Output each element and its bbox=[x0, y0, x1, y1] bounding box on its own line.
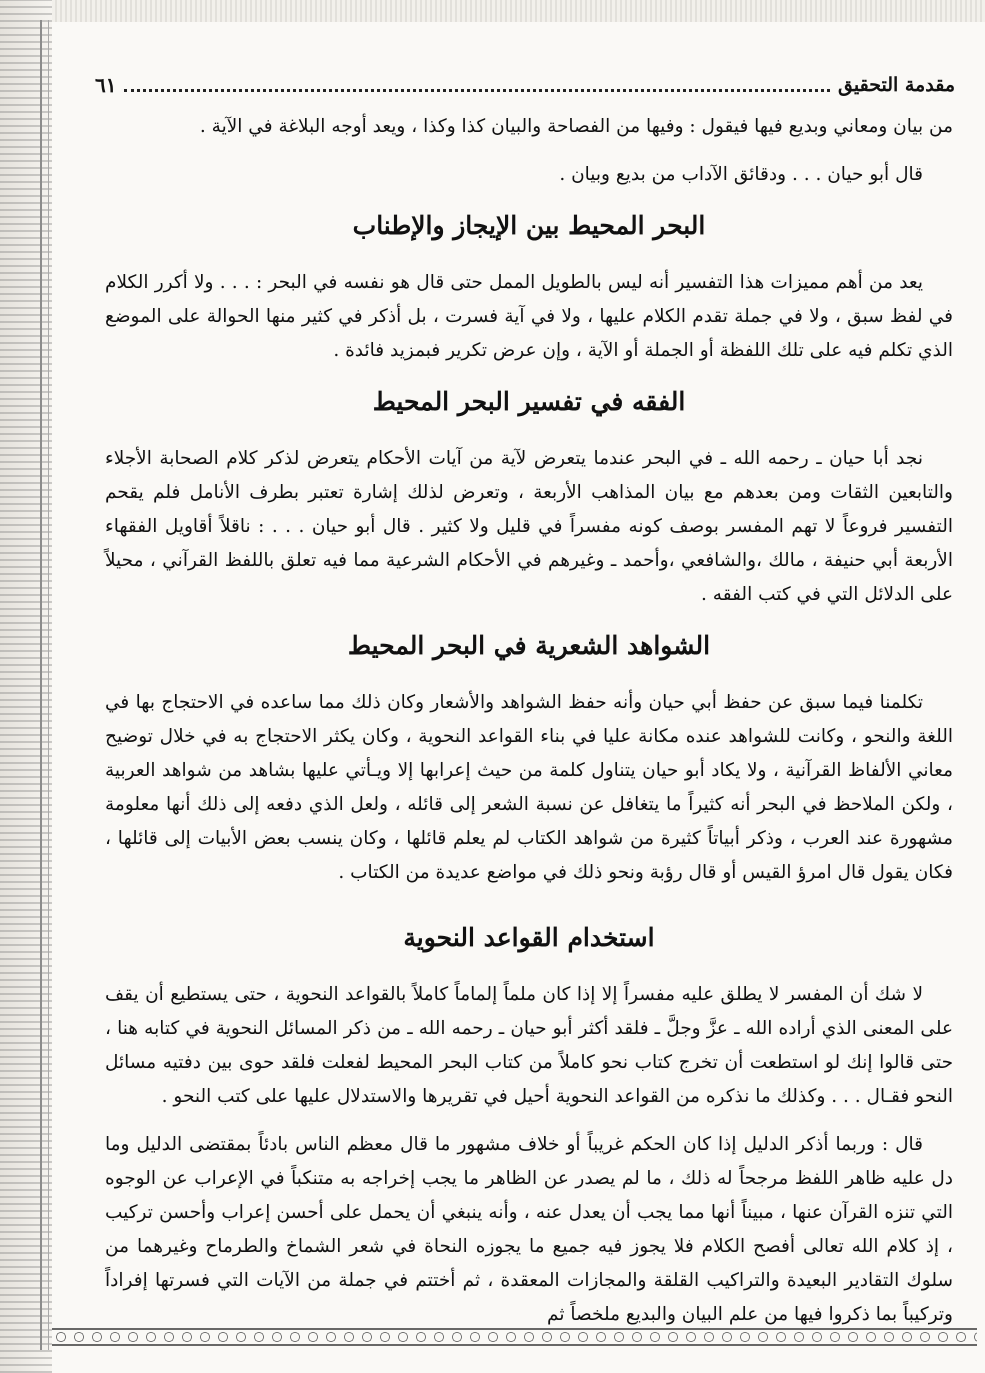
section-heading: الفقه في تفسير البحر المحيط bbox=[372, 387, 686, 416]
paragraph: نجد أبا حيان ـ رحمه الله ـ في البحر عندما يتعرض لآية من آيات الأحكام يتعرض لذكر كلام الصحابة الأجلاء والتابعين الثقات ومن بعدهم مع بيان المذاهب الأربعة ، وتعرض لذلك إشارة تعتبر بطرف الأنامل فلم يقحم التفسير فروعاً لا تهم المفسر بوصف كونه مفسراً في قليل ولا كثير . قال أبو حيان . . . : ناقلاً أقاويل الفقهاء الأربعة أبي حنيفة ، مالك ،والشافعي ،وأحمد ـ وغيرهم في الأحكام الشرعية مما فيه تعلق باللفظ القرآني ، محيلاً على الدلائل التي في كتب الفقه . bbox=[105, 448, 953, 605]
paragraph: قال : وربما أذكر الدليل إذا كان الحكم غريباً أو خلاف مشهور ما قال معظم الناس بادئاً بمقتضى الدليل وما دل عليه ظاهر اللفظ مرجحاً له ذلك ، ما لم يصدر عن الظاهر ما يجب إخراجه به متنكباً في الإعراب عن الوجوه التي تنزه القرآن عنها ، مبيناً أنها مما يجب أن يعدل عنه ، وأنه ينبغي أن يحمل على أحسن إعراب وأحسن تركيب ، إذ كلام الله تعالى أفصح الكلام فلا يجوز فيه جميع ما يجوزه النحاة في شعر الشماخ والطرماح وغيرهما من سلوك التقادير البعيدة والتراكيب القلقة والمجازات المعقدة ، ثم أختتم في جملة من الآيات التي فسرتها إفراداً وتركيباً بما ذكروا فيها من علم البيان والبديع ملخصاً ثم bbox=[105, 1134, 953, 1325]
page-body bbox=[105, 110, 953, 1332]
header-title: مقدمة التحقيق bbox=[838, 74, 955, 96]
paragraph: قال أبو حيان . . . ودقائق الآداب من بديع وبيان . bbox=[559, 164, 923, 185]
scan-top-edge bbox=[0, 0, 985, 22]
paragraph: يعد من أهم مميزات هذا التفسير أنه ليس بالطويل الممل حتى قال هو نفسه في البحر : . . . ولا أكرر الكلام في لفظ سبق ، ولا في جملة تقدم الكلام عليها ، ولا في آية فسرت ، بل أذكر في كثير منها الحوالة على الموضع الذي تكلم فيه على تلك اللفظة أو الجملة أو الآية ، وإن عرض تكرير فبمزيد فائدة . bbox=[105, 272, 953, 361]
paragraph: من بيان ومعاني وبديع فيها فيقول : وفيها من الفصاحة والبيان كذا وكذا ، ويعد أوجه البلاغة في الآية . bbox=[199, 116, 953, 137]
section-heading: البحر المحيط بين الإيجاز والإطناب bbox=[352, 211, 706, 240]
section-heading: الشواهد الشعرية في البحر المحيط bbox=[347, 631, 711, 660]
paragraph: لا شك أن المفسر لا يطلق عليه مفسراً إلا إذا كان ملماً إلماماً كاملاً بالقواعد النحوية ، حتى يستطيع أن يقف على المعنى الذي أراده الله ـ عزَّ وجلَّ ـ فلقد أكثر أبو حيان ـ رحمه الله ـ من ذكر المسائل النحوية في كتابه هنا ، حتى قالوا إنك لو استطعت أن تخرج كتاب نحو كاملاً من كتاب البحر المحيط لفعلت فلقد حوى بين دفتيه مسائل النحو فقـال . . . وكذلك ما نذكره من القواعد النحوية أحيل في تقريرها والاستدلال عليها على كتب النحو . bbox=[105, 984, 953, 1107]
paragraph: تكلمنا فيما سبق عن حفظ أبي حيان وأنه حفظ الشواهد والأشعار وكان ذلك مما ساعده في الاحتجاج بها في اللغة والنحو ، وكانت للشواهد عنده مكانة عليا في بناء القواعد النحوية ، وكان يكثر الاحتجاج به في خلال توضيح معاني الألفاظ القرآنية ، ولا يكاد أبو حيان يتناول كلمة من حيث إعرابها إلا ويـأتي عليها بشاهد من شواهد العربية ، ولكن الملاحظ في البحر أنه كثيراً ما يتغافل عن نسبة الشعر إلى قائله ، ولعل الذي دفعه إلى ذلك أنها معلومة مشهورة عند العرب ، وذكر أبياتاً كثيرة من شواهد الكتاب لم يعلم قائلها ، وكان ينسب بعض الأبيات إلى قائلها ، فكان يقول قال امرؤ القيس أو قال رؤبة ونحو ذلك في مواضع عديدة من الكتاب . bbox=[105, 692, 953, 883]
section-heading: استخدام القواعد النحوية bbox=[403, 923, 655, 952]
page-number: ٦١ bbox=[95, 73, 117, 97]
decorative-bottom-border bbox=[52, 1328, 977, 1346]
running-header bbox=[95, 70, 955, 100]
header-dot-leader bbox=[124, 86, 830, 92]
margin-rule bbox=[40, 20, 49, 1350]
